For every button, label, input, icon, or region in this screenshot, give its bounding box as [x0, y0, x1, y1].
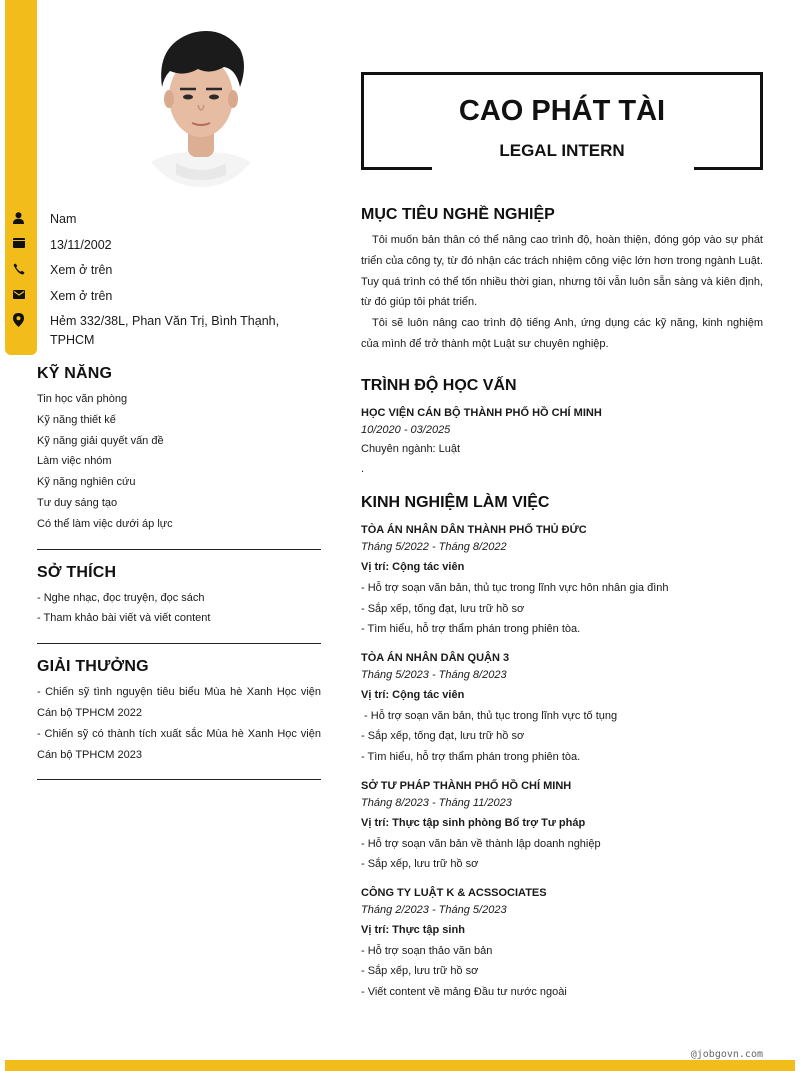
objective-paragraph: Tôi sẽ luôn nâng cao trình độ tiếng Anh, ứng dụng các kỹ năng, kinh nghiệm của mình để trở thành một Luật sư chuyên nghiệp. — [361, 317, 763, 350]
list-item: - Chiến sỹ có thành tích xuất sắc Mùa hè Xanh Học viện Cán bộ TPHCM 2023 — [37, 727, 321, 761]
address-text: Hẻm 332/38L, Phan Văn Trị, Bình Thạnh, TPHCM — [50, 314, 280, 347]
list-item: Kỹ năng giải quyết vấn đề — [37, 434, 164, 447]
job-duty: - Sắp xếp, tống đạt, lưu trữ hồ sơ — [361, 730, 525, 743]
divider — [37, 779, 321, 780]
job-entry — [361, 885, 763, 1003]
divider — [37, 549, 321, 550]
skills-title: KỸ NĂNG — [37, 365, 113, 382]
job-org: CÔNG TY LUẬT K & ACSSOCIATES — [361, 886, 547, 899]
contact-email — [0, 282, 340, 308]
job-duty: - Sắp xếp, lưu trữ hồ sơ — [361, 965, 479, 978]
experience-title: KINH NGHIỆM LÀM VIỆC — [361, 493, 550, 511]
list-item: - Tham khảo bài viết và viết content — [37, 612, 211, 625]
objective-title: MỤC TIÊU NGHỀ NGHIỆP — [361, 206, 555, 223]
job-org: TÒA ÁN NHÂN DÂN QUẬN 3 — [361, 651, 510, 664]
job-entry — [361, 650, 763, 768]
list-item: - Nghe nhạc, đọc truyện, đọc sách — [37, 591, 205, 604]
awards-title: GIẢI THƯỞNG — [37, 658, 149, 676]
bottom-accent-bar — [5, 1060, 795, 1071]
job-entry — [361, 522, 763, 640]
hobbies-section — [37, 564, 321, 645]
contact-info — [0, 205, 340, 367]
job-duty: - Sắp xếp, tống đạt, lưu trữ hồ sơ — [361, 602, 525, 615]
objective-paragraph: Tôi muốn bản thân có thể nâng cao trình độ, hoàn thiện, đóng góp vào sự phát triển của công ty, từ đó nhận các trách nhiệm công việc lớn hơn trong ngành Luật. Tuy quá trình có thể tốn nhiều thời gian, nhưng tôi vẫn luôn sẵn sàng và kiên định, từ đó giúp tôi phát triển. — [361, 234, 763, 309]
school-name: HỌC VIỆN CÁN BỘ THÀNH PHỐ HỒ CHÍ MINH — [361, 406, 602, 419]
list-item: Tư duy sáng tạo — [37, 496, 118, 509]
job-duty: - Sắp xếp, lưu trữ hồ sơ — [361, 858, 479, 871]
job-period: Tháng 5/2022 - Tháng 8/2022 — [361, 540, 507, 553]
divider — [37, 643, 321, 644]
awards-list — [37, 682, 321, 765]
candidate-name: CAO PHÁT TÀI — [458, 95, 666, 127]
email-text: Xem ở trên — [50, 288, 113, 303]
right-column — [361, 206, 763, 1003]
phone-text: Xem ở trên — [50, 263, 113, 277]
experience-section — [361, 494, 763, 1003]
education-period: 10/2020 - 03/2025 — [361, 423, 451, 436]
education-major: Chuyên ngành: Luật — [361, 442, 461, 455]
contact-address — [0, 307, 340, 367]
contact-phone — [0, 256, 340, 282]
location-icon — [11, 312, 26, 327]
gender-text: Nam — [50, 212, 77, 226]
job-period: Tháng 2/2023 - Tháng 5/2023 — [361, 903, 507, 916]
job-period: Tháng 8/2023 - Tháng 11/2023 — [361, 796, 512, 809]
profile-photo — [140, 25, 262, 187]
education-section — [361, 377, 763, 480]
mail-icon — [11, 287, 26, 302]
watermark-text: @jobgovn.com — [690, 1049, 763, 1060]
list-item: Tin học văn phòng — [37, 393, 128, 405]
education-title: TRÌNH ĐỘ HỌC VẤN — [361, 376, 517, 394]
calendar-icon — [11, 236, 26, 251]
person-icon — [11, 210, 26, 225]
contact-birthdate — [0, 231, 340, 257]
job-duty: - Tìm hiểu, hỗ trợ thẩm phán trong phiên tòa. — [361, 623, 581, 636]
job-duty: - Viết content về mảng Đầu tư nước ngoài — [361, 985, 567, 998]
skills-section — [37, 365, 321, 550]
job-position: Vị trí: Cộng tác viên — [361, 688, 465, 701]
job-duty: - Hỗ trợ soạn thảo văn bản — [361, 944, 493, 957]
job-period: Tháng 5/2023 - Tháng 8/2023 — [361, 668, 507, 681]
contact-gender — [0, 205, 340, 231]
education-note: . — [361, 463, 365, 476]
hobbies-list — [37, 588, 321, 630]
job-duty: - Hỗ trợ soạn văn bản, thủ tục trong lĩnh vực hôn nhân gia đình — [361, 581, 669, 594]
birthdate-text: 13/11/2002 — [50, 237, 112, 252]
list-item: - Chiến sỹ tình nguyện tiêu biểu Mùa hè Xanh Học viện Cán bộ TPHCM 2022 — [37, 686, 321, 719]
name-header-box — [361, 72, 763, 170]
hobbies-title: SỞ THÍCH — [37, 563, 117, 581]
left-column — [37, 365, 321, 780]
job-entry — [361, 778, 763, 875]
job-duty: - Hỗ trợ soạn văn bản, thủ tục trong lĩnh vực tố tụng — [361, 709, 618, 722]
job-position: Vị trí: Thực tập sinh — [361, 923, 465, 936]
job-duty: - Tìm hiểu, hỗ trợ thẩm phán trong phiên tòa. — [361, 750, 581, 763]
candidate-role: LEGAL INTERN — [499, 141, 625, 160]
job-position: Vị trí: Thực tập sinh phòng Bổ trợ Tư pháp — [361, 816, 586, 829]
job-position: Vị trí: Cộng tác viên — [361, 560, 465, 573]
objective-section — [361, 206, 763, 355]
list-item: Kỹ năng thiết kế — [37, 413, 116, 426]
list-item: Kỹ năng nghiên cứu — [37, 476, 136, 489]
phone-icon — [11, 261, 26, 276]
skills-list — [37, 389, 321, 535]
awards-section — [37, 658, 321, 780]
job-org: TÒA ÁN NHÂN DÂN THÀNH PHỐ THỦ ĐỨC — [361, 523, 587, 536]
border-gap — [432, 167, 694, 170]
job-duty: - Hỗ trợ soạn văn bản về thành lập doanh nghiệp — [361, 837, 601, 850]
list-item: Làm việc nhóm — [37, 455, 112, 468]
job-org: SỞ TƯ PHÁP THÀNH PHỐ HỒ CHÍ MINH — [361, 779, 572, 792]
list-item: Có thể làm việc dưới áp lực — [37, 517, 173, 530]
